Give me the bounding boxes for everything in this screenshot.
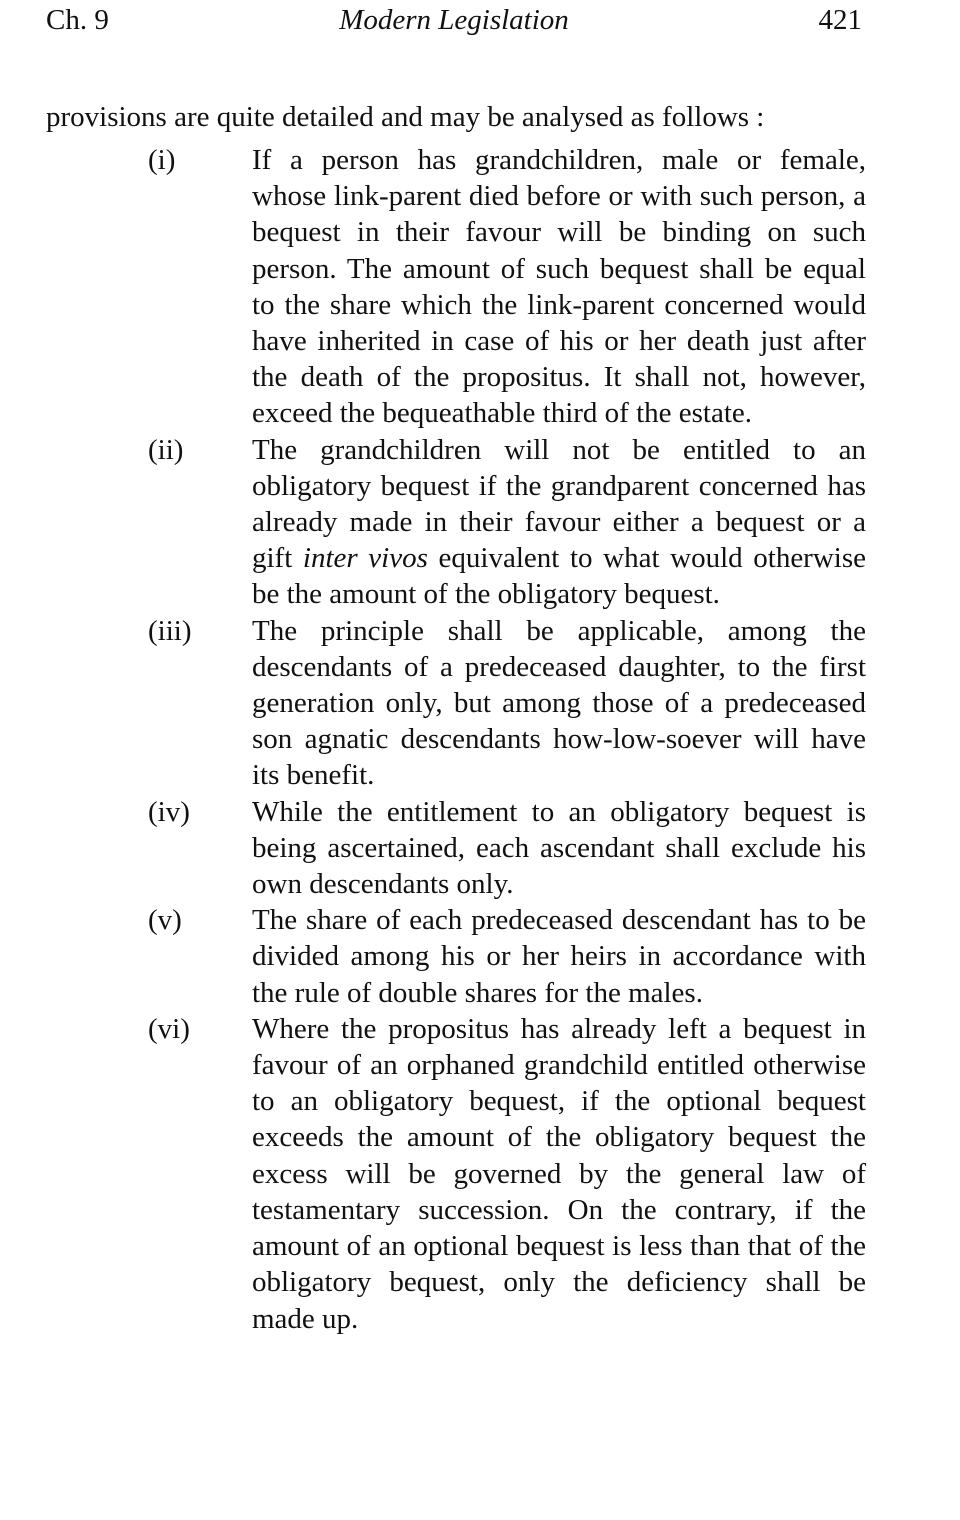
provision-text (252, 432, 866, 613)
provision-text-part: equivalent to what would otherwise be the amount of the obligatory bequest. (252, 542, 867, 611)
provision-number: (iii) (148, 614, 192, 647)
provision-item-5 (0, 902, 960, 1011)
provision-number: (vi) (148, 1012, 190, 1045)
provision-text: The share of each predeceased descendant has to be divided among his or her heirs in accordance with the rule of double shares for the males. (252, 904, 866, 1009)
provisions-list (0, 142, 960, 1337)
provision-item-4 (0, 794, 960, 903)
provision-text: If a person has grandchildren, male or female, whose link-parent died before or with such person, a bequest in their favour will be binding on such person. The amount of such bequest shall be equal to the share which the link-parent concerned would have inherited in case of his or her death just after the death of the propositus. It shall not, however, exceed the bequeathable third of the estate. (252, 144, 866, 430)
page-number: 421 (818, 4, 862, 36)
chapter-title: Modern Legislation (339, 4, 569, 36)
intro-paragraph: provisions are quite detailed and may be analysed as follows : (46, 101, 765, 133)
provision-text: Where the propositus has already left a bequest in favour of an orphaned grandchild entitled otherwise to an obligatory bequest, if the optional bequest exceeds the amount of the obligatory bequest the excess will be governed by the general law of testamentary succession. On the contrary, if the amount of an optional bequest is less than that of the obligatory bequest, only the deficiency shall be made up. (252, 1012, 866, 1335)
provision-text: The principle shall be applicable, among the descendants of a predeceased daughter, to the first generation only, but among those of a predeceased son agnatic descendants how-low-soever will have its benefit. (252, 614, 866, 792)
provision-text-part: The grandchildren will not be entitled to an obligatory bequest if the grandparent concerned has already made in their favour either a bequest or a gift (252, 433, 866, 575)
running-header (46, 2, 862, 38)
provision-number: (i) (148, 144, 176, 176)
provision-number: (ii) (148, 433, 184, 466)
provision-item-2 (0, 432, 960, 613)
provision-number: (v) (148, 904, 182, 937)
chapter-label: Ch. 9 (46, 4, 109, 36)
provision-number: (iv) (148, 795, 190, 828)
provision-item-6 (0, 1011, 960, 1337)
latin-term: inter vivos (302, 542, 428, 575)
provision-item-1 (0, 142, 960, 432)
provision-item-3 (0, 613, 960, 794)
provision-text: While the entitlement to an obligatory bequest is being ascertained, each ascendant shall exclude his own descendants only. (252, 795, 866, 901)
